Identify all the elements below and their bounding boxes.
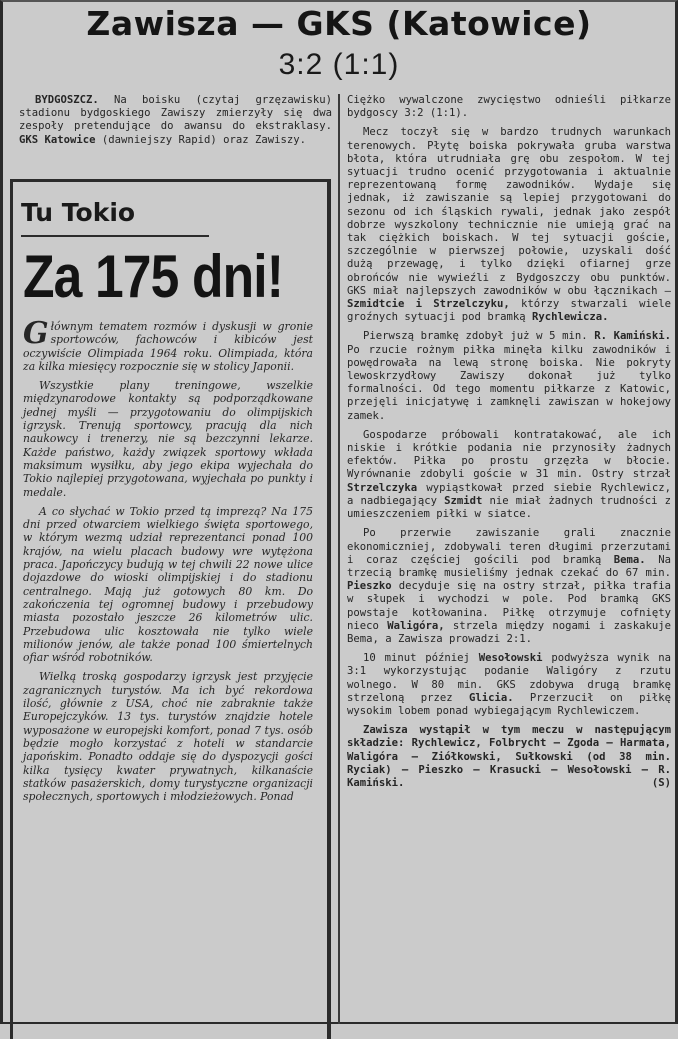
report-text: Po przerwie zawiszanie grali znacznie ekonomiczniej, zdobywali teren długimi przerzutami i coraz częściej gościli pod bramką	[347, 527, 671, 566]
tokio-paragraph: A co słychać w Tokio przed tą imprezą? Na 175 dni przed otwarciem wielkiego święta sportowego, w którym wezmą udział reprezentanci ponad 100 krajów, na wielu placach budowy wre wytężona praca. Japończycy budują w tej chwili 22 nowe ulice dojazdowe do wioski olimpijskiej i do stadionu centralnego. Mają już gotowych 80 km. Do zakończenia tej ogromnej budowy i przebudowy miasta pozostało jeszcze 26 kilometrów ulic. Przebudowa ulic kosztowała nie tylko wiele milionów jenów, ale także ponad 100 śmiertelnych ofiar wśród robotników.	[23, 504, 313, 665]
bold-name: Szmidtcie i Strzelczyku,	[347, 298, 510, 311]
report-text: wypiąstkował przed siebie Rychlewicz, a nadbiegający	[347, 481, 671, 507]
lead-text-2: (dawniejszy Rapid) oraz Zawiszy.	[95, 133, 307, 146]
report-paragraph	[347, 724, 671, 790]
report-paragraph	[347, 429, 671, 521]
report-text: Na trzecią bramkę musieliśmy jednak czekać do 67 min.	[347, 553, 672, 579]
tokio-paragraph: Wielką troską gospodarzy igrzysk jest przyjęcie zagranicznych turystów. Ma ich być rekordowa ilość, głównie z USA, choć nie zabraknie także Europejczyków. 13 tys. turystów znajdzie hotele wyposażone w europejski komfort, ponad 7 tys. osób będzie mogło korzystać z hoteli w standarcie japońskim. Ponadto oddaje się do dyspozycji gości kilka tysięcy kwater prywatnych, kilkanaście statków pasażerskich, domy turystyczne organizacji społecznych, sportowych i młodzieżowych. Ponad	[23, 670, 313, 804]
drop-cap: G	[23, 316, 49, 351]
tokio-paragraph: łównym tematem rozmów i dyskusji w gronie sportowców, fachowców i kibiców jest oczywiście Olimpiada 1964 roku. Olimpiada, która za kilka miesięcy rozpocznie się w stolicy Japonii.	[23, 320, 313, 373]
bold-name: Wesołowski	[478, 652, 543, 665]
report-text: 10 minut później	[363, 652, 479, 665]
author-signature: (S)	[651, 776, 671, 789]
report-paragraph	[347, 126, 671, 324]
bold-name: R. Kamiński.	[594, 330, 672, 343]
report-text: decyduje się na ostry strzał, piłka trafia w słupek i wychodzi w pole. Pod bramką GKS powstaje kotłowanina. Piłkę otrzymuje cofnięty nieco	[347, 580, 671, 632]
report-paragraph	[347, 330, 671, 422]
tokio-headline: Za 175 dni!	[23, 243, 284, 310]
dateline: BYDGOSZCZ.	[35, 94, 99, 106]
report-paragraph	[347, 94, 671, 120]
lead-text-1: Na boisku (czytaj grzęzawisku) stadionu bydgoskiego Zawiszy zmierzyły się dwa zespoły pretendujące do awansu do ekstraklasy.	[19, 94, 332, 133]
report-text: którzy stwarzali wiele groźnych sytuacji pod bramką	[347, 298, 671, 324]
bold-name: Glicia.	[468, 691, 514, 704]
tokio-kicker: Tu Tokio	[21, 198, 136, 227]
report-text: Przerzucił on piłkę wysokim lobem ponad wybiegającym Rychlewiczem.	[347, 691, 671, 717]
report-text: Pierwszą bramkę zdobył już w 5 min.	[363, 330, 595, 343]
bold-name: Szmidt	[444, 494, 483, 507]
bold-name: Bema.	[613, 553, 646, 566]
column-divider	[338, 94, 340, 1024]
report-text: nie miał żadnych trudności z umieszczeniem piłki w siatce.	[347, 494, 671, 521]
report-paragraph	[347, 652, 671, 718]
tokio-article	[23, 316, 313, 804]
lead-team-name: GKS Katowice	[19, 133, 96, 146]
report-text: Mecz toczył się w bardzo trudnych warunkach terenowych. Płytę boiska pokrywała gruba warstwa błota, która utrudniała grę obu zespołom. W tej sytuacji trudno ocenić przygotowania i aktualnie reprezentowaną formę zawodników. Wydaje się jednak, iż zawiszanie są lepiej przygotowani do sezonu od ich śląskich rywali, jednak jako zespół dobrze wyszkolony technicznie nie umieją grać na tak ciężkich boiskach. W tej sytuacji goście, szczególnie w pierwszej połowie, uzyskali dość dużą przewagę, i tylko dzięki ofiarnej grze obrońców nie wywieźli z Bydgoszczy obu punktów. GKS miał najlepszych zawodników w obu łącznikach —	[347, 126, 671, 297]
match-report	[347, 94, 671, 790]
bold-name: Pieszko	[347, 580, 392, 593]
match-headline: Zawisza — GKS (Katowice)	[86, 4, 592, 43]
report-text: Po rzucie rożnym piłka minęła kilku zawodników i powędrowała na lewą stronę boiska. Nie pokryty lewoskrzydłowy Zawiszy dokonał już tylko formalności. Od tego momentu piłkarze z Katowic, przejęli inicjatywę i zamknęli zawiszan w hokejowy zamek.	[347, 343, 671, 422]
report-text: Ciężko wywalczone zwycięstwo odnieśli piłkarze bydgoscy 3:2 (1:1).	[347, 94, 671, 120]
tokio-paragraph: Wszystkie plany treningowe, wszelkie międzynarodowe kontakty są podporządkowane jednej myśli — przygotowaniu do olimpijskich igrzysk. Trenują sportowcy, pracują dla nich naukowcy i trenerzy, nie są bezczynni lekarze. Każde państwo, każdy związek sportowy wkłada maksimum wysiłku, aby jego ekipa wyjechała do Tokio najlepiej przygotowana, wyjechała po punkty i medale.	[23, 379, 313, 499]
match-score: 3:2 (1:1)	[278, 48, 400, 81]
kicker-underline	[21, 235, 209, 237]
bold-name: Strzelczyka	[347, 481, 418, 494]
report-text: Gospodarze próbowali kontratakować, ale ich niskie i krótkie podania nie przynosiły żadnych efektów. Piłka po prostu grzęzła w błocie. Wyrównanie zdobyli goście w 31 min. Ostry strzał	[347, 428, 671, 481]
bold-name: Waligóra,	[387, 619, 445, 632]
report-paragraph	[347, 527, 671, 646]
report-text: strzela między nogami i zaskakuje Bema, a Zawisza prowadzi 2:1.	[347, 619, 671, 645]
bold-name: Zawisza wystąpił w tym meczu w następującym składzie: Rychlewicz, Folbrycht — Zgoda — Harmata, Waligóra — Ziółkowski, Sułkowski (od 38 min. Ryciak) — Pieszko — Krasucki — Wesołowski — R. Kamiński.	[347, 724, 671, 789]
bold-name: Rychlewicza.	[531, 311, 609, 324]
lead-paragraph	[19, 94, 332, 147]
report-text: podwyższa wynik na 3:1 wykorzystując podanie Waligóry z rzutu wolnego. W 80 min. GKS zdobywa drugą bramkę strzeloną przez	[347, 652, 671, 704]
